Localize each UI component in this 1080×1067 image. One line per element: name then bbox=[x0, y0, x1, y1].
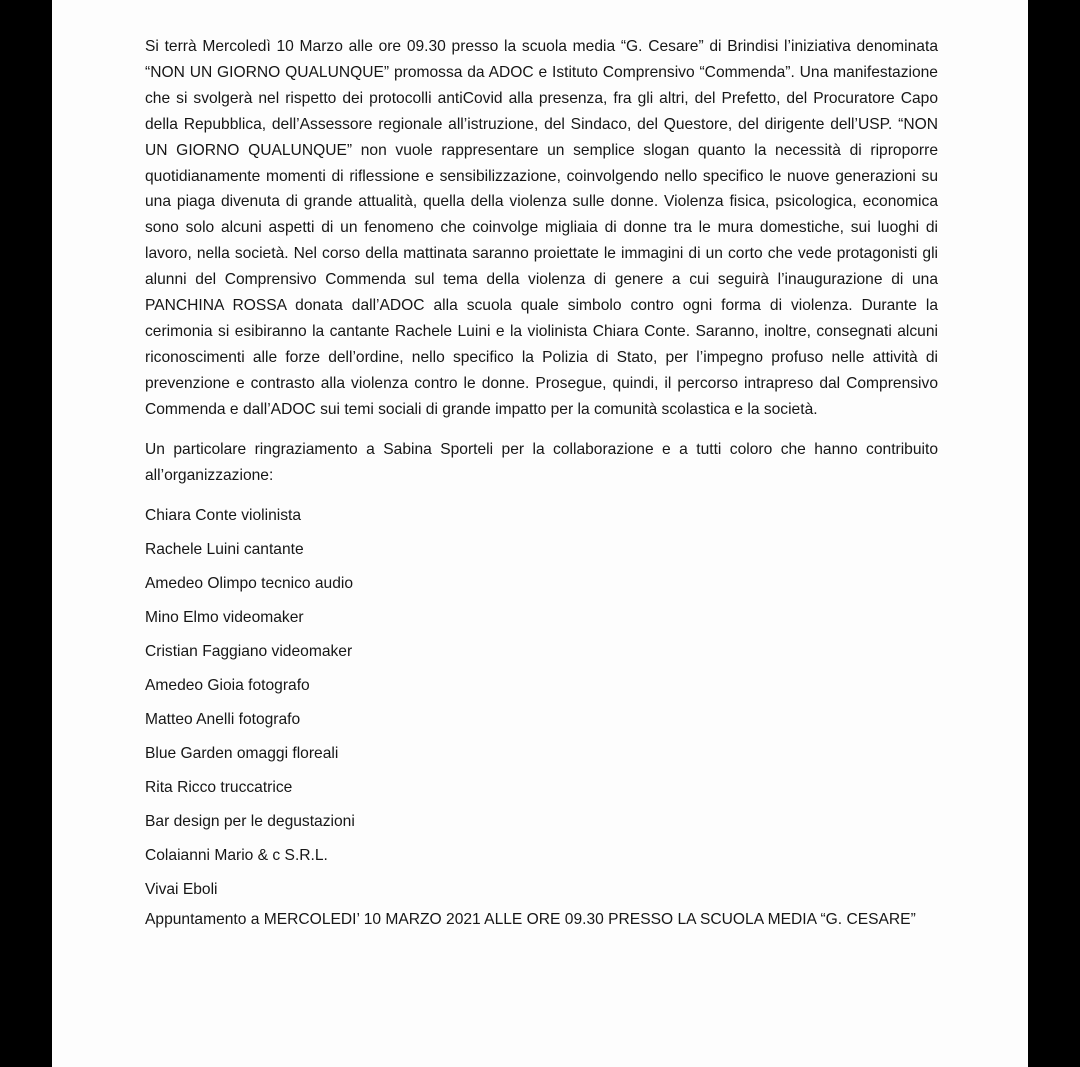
document-body bbox=[145, 34, 938, 933]
closing-appointment: Appuntamento a MERCOLEDI’ 10 MARZO 2021 ALLE ORE 09.30 PRESSO LA SCUOLA MEDIA “G. CESARE” bbox=[145, 911, 916, 929]
list-item: Chiara Conte violinista bbox=[145, 507, 302, 525]
list-item: Amedeo Gioia fotografo bbox=[145, 677, 310, 695]
document-page bbox=[52, 0, 1028, 1067]
list-item: Mino Elmo videomaker bbox=[145, 609, 304, 627]
list-item: Rita Ricco truccatrice bbox=[145, 779, 293, 797]
event-announcement-paragraph: Si terrà Mercoledì 10 Marzo alle ore 09.30 presso la scuola media “G. Cesare” di Brindisi l’iniziativa denominata “NON UN GIORNO QUALUNQUE” promossa da ADOC e Istituto Comprensivo “Commenda”. Una manifestazione che si svolgerà nel rispetto dei protocolli antiCovid alla presenza, fra gli altri, del Prefetto, del Procuratore Capo della Repubblica, dell’Assessore regionale all’istruzione, del Sindaco, del Questore, del dirigente dell’USP. “NON UN GIORNO QUALUNQUE” non vuole rappresentare un semplice slogan quanto la necessità di riproporre quotidianamente momenti di riflessione e sensibilizzazione, coinvolgendo nello specifico le nuove generazioni su una piaga divenuta di grande attualità, quella della violenza sulle donne. Violenza fisica, psicologica, economica sono solo alcuni aspetti di un fenomeno che coinvolge migliaia di donne tra le mura domestiche, sui luoghi di lavoro, nella società. Nel corso della mattinata saranno proiettate le immagini di un corto che vede protagonisti gli alunni del Comprensivo Commenda sul tema della violenza di genere a cui seguirà l’inaugurazione di una PANCHINA ROSSA donata dall’ADOC alla scuola quale simbolo contro ogni forma di violenza. Durante la cerimonia si esibiranno la cantante Rachele Luini e la violinista Chiara Conte. Saranno, inoltre, consegnati alcuni riconoscimenti alle forze dell’ordine, nello specifico la Polizia di Stato, per l’impegno profuso nelle attività di prevenzione e contrasto alla violenza contro le donne. Prosegue, quindi, il percorso intrapreso dal Comprensivo Commenda e dall’ADOC sui temi sociali di grande impatto per la comunità scolastica e la società. bbox=[145, 38, 938, 418]
list-item: Bar design per le degustazioni bbox=[145, 813, 355, 831]
list-item: Cristian Faggiano videomaker bbox=[145, 643, 353, 661]
acknowledgement-paragraph: Un particolare ringraziamento a Sabina Sporteli per la collaborazione e a tutti coloro che hanno contribuito all’organizzazione: bbox=[145, 440, 938, 484]
list-item: Vivai Eboli bbox=[145, 881, 218, 899]
list-item: Amedeo Olimpo tecnico audio bbox=[145, 575, 354, 593]
list-item: Colaianni Mario & c S.R.L. bbox=[145, 847, 328, 865]
credits-list bbox=[145, 499, 938, 907]
list-item: Rachele Luini cantante bbox=[145, 541, 304, 559]
list-item: Blue Garden omaggi floreali bbox=[145, 745, 339, 763]
list-item: Matteo Anelli fotografo bbox=[145, 711, 301, 729]
